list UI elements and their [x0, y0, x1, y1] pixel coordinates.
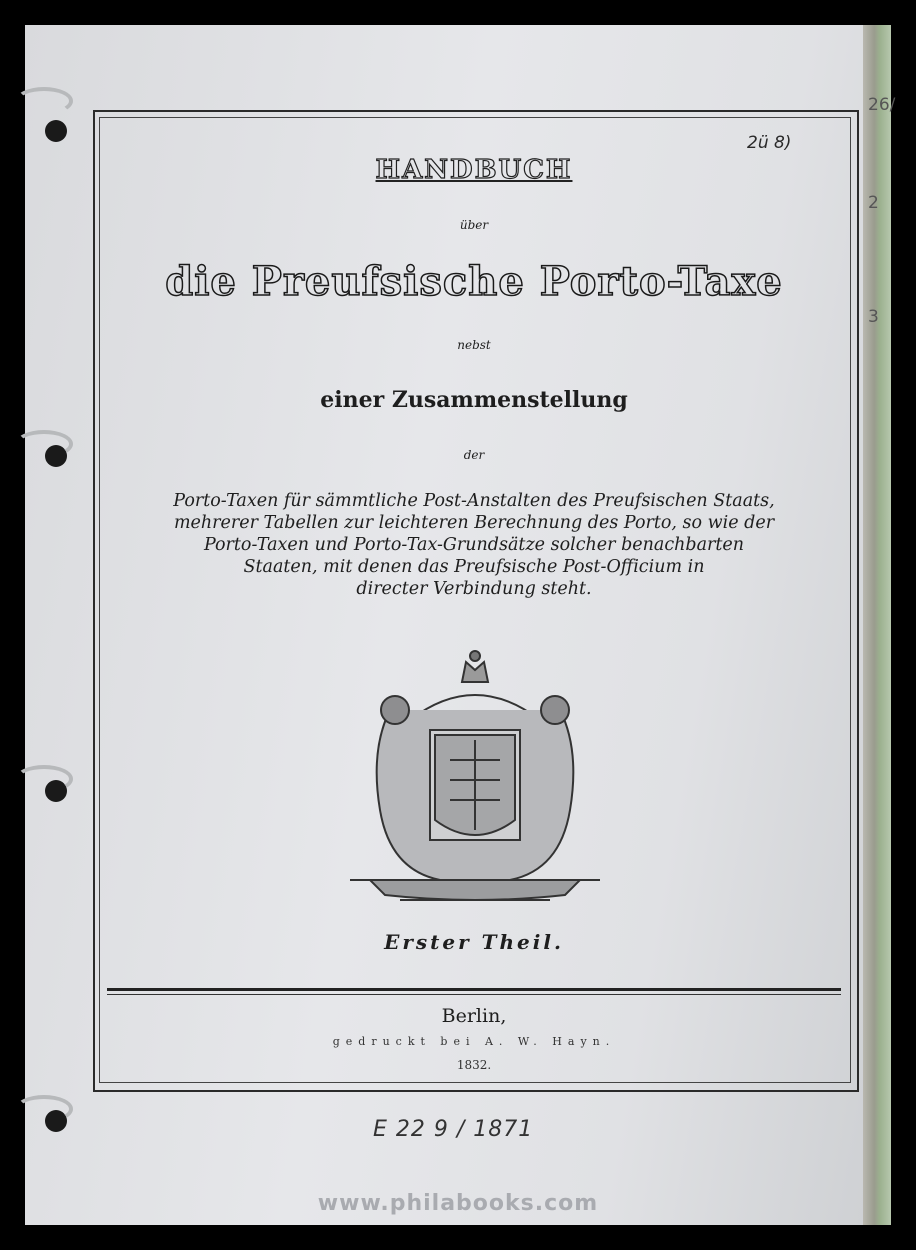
- handwritten-note-bottom: E 22 9 / 1871: [373, 1117, 534, 1142]
- document-photo: [25, 25, 896, 1225]
- description-line: Staaten, mit denen das Preufsische Post-Officium in: [243, 557, 705, 577]
- watermark: www.philabooks.com: [317, 1191, 599, 1216]
- description-line: directer Verbindung steht.: [356, 579, 592, 599]
- handwritten-note-top: 2ü 8): [747, 133, 792, 153]
- binder-ring: [15, 1095, 73, 1123]
- edge-number: 26/: [868, 95, 896, 115]
- edge-number: 3: [868, 307, 879, 327]
- year: 1832.: [456, 1058, 492, 1072]
- binder-ring: [15, 765, 73, 793]
- coat-of-arms-image: [350, 640, 600, 925]
- description-line: Porto-Taxen und Porto-Tax-Grundsätze solcher benachbarten: [203, 535, 745, 555]
- divider-thick: [107, 988, 841, 991]
- binder-hole: [45, 120, 67, 142]
- connector-der: der: [463, 448, 485, 462]
- edge-number: 2: [868, 193, 879, 213]
- description-line: Porto-Taxen für sämmtliche Post-Anstalten des Preufsischen Staats,: [173, 491, 775, 511]
- printer: gedruckt bei A. W. Hayn.: [332, 1035, 616, 1048]
- divider-thin: [107, 994, 841, 995]
- binder-ring: [15, 430, 73, 458]
- binder-ring: [15, 87, 73, 115]
- heading: HANDBUCH: [375, 155, 573, 185]
- connector-uber: über: [459, 218, 489, 232]
- subtitle: einer Zusammenstellung: [320, 387, 628, 413]
- city: Berlin,: [441, 1005, 507, 1027]
- connector-nebst: nebst: [457, 338, 491, 352]
- volume-label: Erster Theil.: [384, 930, 564, 954]
- main-title: die Preufsische Porto-Taxe: [165, 258, 783, 305]
- description: [99, 490, 849, 600]
- description-line: mehrerer Tabellen zur leichteren Berechnung des Porto, so wie der: [173, 513, 775, 533]
